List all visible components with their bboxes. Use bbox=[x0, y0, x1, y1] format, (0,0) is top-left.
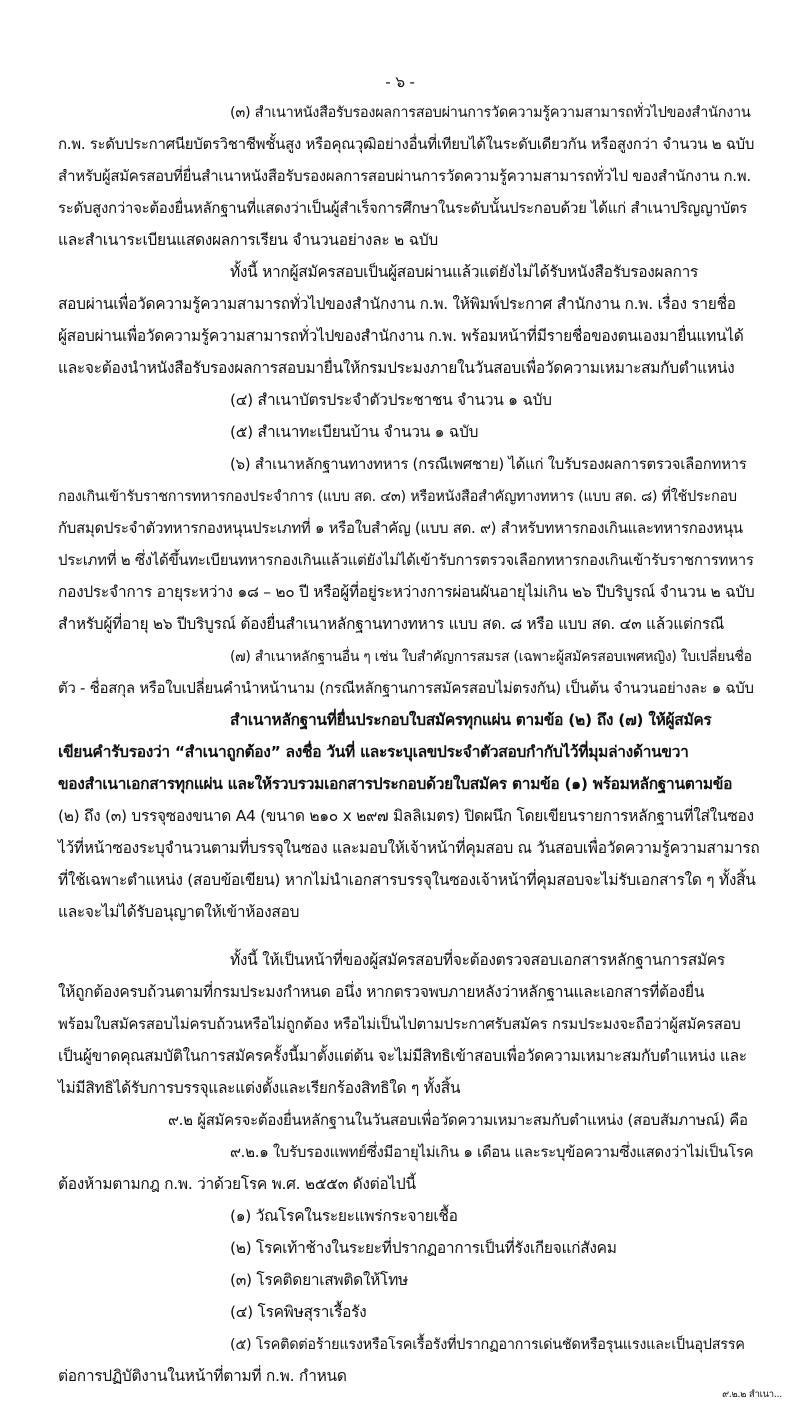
text-line: สำหรับผู้ที่อายุ ๒๖ ปีบริบูรณ์ ต้องยื่นสำเนาหลักฐานทางทหาร แบบ สด. ๘ หรือ แบบ สด. ๔๓ แล้วแต่กรณี bbox=[58, 615, 724, 633]
text-line: ไว้ที่หน้าซองระบุจำนวนตามที่บรรจุในซอง และมอบให้เจ้าหน้าที่คุมสอบ ณ วันสอบเพื่อวัดความรู้ความสามารถ bbox=[58, 839, 760, 857]
text-line: ของสำเนาเอกสารทุกแผ่น และให้รวบรวมเอกสารประกอบด้วยใบสมัคร ตามข้อ (๑) พร้อมหลักฐานตามข้อ bbox=[58, 775, 733, 793]
text-line: และจะไม่ได้รับอนุญาตให้เข้าห้องสอบ bbox=[58, 903, 300, 921]
text-line: (๒) ถึง (๓) บรรจุซองขนาด A4 (ขนาด ๒๑๐ x ๒๙๗ มิลลิเมตร) ปิดผนึก โดยเขียนรายการหลักฐานที่ใส่ในซอง bbox=[58, 807, 754, 825]
text-line: (๓) โรคติดยาเสพติดให้โทษ bbox=[230, 1271, 408, 1289]
text-line: และสำเนาระเบียนแสดงผลการเรียน จำนวนอย่างละ ๒ ฉบับ bbox=[58, 231, 438, 249]
text-line: กองเกินเข้ารับราชการทหารกองประจำการ (แบบ สด. ๔๓) หรือหนังสือสำคัญทางทหาร (แบบ สด. ๘) ที่ใช้ประกอบ bbox=[58, 489, 737, 505]
text-line: ตัว - ชื่อสกุล หรือใบเปลี่ยนคำนำหน้านาม (กรณีหลักฐานการสมัครสอบไม่ตรงกัน) เป็นต้น จำนวนอย่างละ ๑ ฉบับ bbox=[58, 679, 754, 697]
text-line: กับสมุดประจำตัวทหารกองหนุนประเภทที่ ๑ หรือใบสำคัญ (แบบ สด. ๙) สำหรับทหารกองเกินและทหารกองหนุน bbox=[58, 519, 743, 537]
text-line: (๒) โรคเท้าช้างในระยะที่ปรากฏอาการเป็นที่รังเกียจแก่สังคม bbox=[230, 1239, 617, 1257]
text-line: ให้ถูกต้องครบถ้วนตามที่กรมประมงกำหนด อนึ่ง หากตรวจพบภายหลังว่าหลักฐานและเอกสารที่ต้องยื่น bbox=[58, 983, 705, 1001]
text-line: และจะต้องนำหนังสือรับรองผลการสอบมายื่นให้กรมประมงภายในวันสอบเพื่อวัดความเหมาะสมกับตำแหน่ง bbox=[58, 359, 735, 377]
text-line: ทั้งนี้ หากผู้สมัครสอบเป็นผู้สอบผ่านแล้วแต่ยังไม่ได้รับหนังสือรับรองผลการ bbox=[230, 263, 699, 281]
text-line: (๓) สำเนาหนังสือรับรองผลการสอบผ่านการวัดความรู้ความสามารถทั่วไปของสำนักงาน bbox=[230, 105, 751, 121]
text-line: สำเนาหลักฐานที่ยื่นประกอบใบสมัครทุกแผ่น ตามข้อ (๒) ถึง (๗) ให้ผู้สมัคร bbox=[230, 711, 712, 729]
page-number: - ๖ - bbox=[385, 73, 415, 91]
text-line: ผู้สอบผ่านเพื่อวัดความรู้ความสามารถทั่วไปของสำนักงาน ก.พ. พร้อมหน้าที่มีรายชื่อของตนเองมายื่นแทนได้ bbox=[58, 327, 744, 345]
text-line: (๔) โรคพิษสุราเรื้อรัง bbox=[230, 1303, 367, 1321]
text-line: (๗) สำเนาหลักฐานอื่น ๆ เช่น ใบสำคัญการสมรส (เฉพาะผู้สมัครสอบเพศหญิง) ใบเปลี่ยนชื่อ bbox=[230, 649, 752, 665]
text-line: (๕) โรคติดต่อร้ายแรงหรือโรคเรื้อรังที่ปรากฏอาการเด่นชัดหรือรุนแรงและเป็นอุปสรรค bbox=[230, 1337, 745, 1353]
text-line: (๖) สำเนาหลักฐานทางทหาร (กรณีเพศชาย) ได้แก่ ใบรับรองผลการตรวจเลือกทหาร bbox=[230, 455, 747, 473]
text-line: สำหรับผู้สมัครสอบที่ยื่นสำเนาหนังสือรับรองผลการสอบผ่านการวัดความรู้ความสามารถทั่วไป ของสำนักงาน ก.พ. bbox=[58, 167, 751, 185]
section-heading: ๙.๒ ผู้สมัครจะต้องยื่นหลักฐานในวันสอบเพื่อวัดความเหมาะสมกับตำแหน่ง (สอบสัมภาษณ์) คือ bbox=[168, 1111, 748, 1129]
text-line: ระดับสูงกว่าจะต้องยื่นหลักฐานที่แสดงว่าเป็นผู้สำเร็จการศึกษาในระดับนั้นประกอบด้วย ได้แก่ สำเนาปริญญาบัตร bbox=[58, 199, 747, 217]
text-line: ๙.๒.๑ ใบรับรองแพทย์ซึ่งมีอายุไม่เกิน ๑ เดือน และระบุข้อความซึ่งแสดงว่าไม่เป็นโรค bbox=[230, 1143, 754, 1161]
text-line: ทั้งนี้ ให้เป็นหน้าที่ของผู้สมัครสอบที่จะต้องตรวจสอบเอกสารหลักฐานการสมัคร bbox=[230, 951, 725, 969]
text-line: เขียนคำรับรองว่า “สำเนาถูกต้อง” ลงชื่อ วันที่ และระบุเลขประจำตัวสอบกำกับไว้ที่มุมล่างด้านขวา bbox=[58, 743, 689, 761]
text-line: (๑) วัณโรคในระยะแพร่กระจายเชื้อ bbox=[230, 1207, 458, 1225]
text-line: พร้อมใบสมัครสอบไม่ครบถ้วนหรือไม่ถูกต้อง หรือไม่เป็นไปตามประกาศรับสมัคร กรมประมงจะถือว่าผู้สมัครสอบ bbox=[58, 1015, 741, 1033]
text-line: กองประจำการ อายุระหว่าง ๑๘ – ๒๐ ปี หรือผู้ที่อยู่ระหว่างการผ่อนผันอายุไม่เกิน ๒๖ ปีบริบูรณ์ จำนวน ๒ ฉบับ bbox=[58, 583, 755, 601]
text-line: ที่ใช้เฉพาะตำแหน่ง (สอบข้อเขียน) หากไม่นำเอกสารบรรจุในซองเจ้าหน้าที่คุมสอบจะไม่รับเอกสารใด ๆ ทั้งสิ้น bbox=[58, 871, 756, 889]
page-footer-continuation: ๙.๒.๒ สำเนา... bbox=[722, 1389, 782, 1400]
text-line: ต่อการปฏิบัติงานในหน้าที่ตามที่ ก.พ. กำหนด bbox=[58, 1367, 347, 1385]
text-line: (๕) สำเนาทะเบียนบ้าน จำนวน ๑ ฉบับ bbox=[230, 423, 479, 441]
text-line: (๔) สำเนาบัตรประจำตัวประชาชน จำนวน ๑ ฉบับ bbox=[230, 391, 552, 409]
text-line: เป็นผู้ขาดคุณสมบัติในการสมัครครั้งนี้มาตั้งแต่ต้น จะไม่มีสิทธิเข้าสอบเพื่อวัดความเหมาะสมกับตำแหน่ง และ bbox=[58, 1047, 747, 1065]
text-line: ต้องห้ามตามกฎ ก.พ. ว่าด้วยโรค พ.ศ. ๒๕๕๓ ดังต่อไปนี้ bbox=[58, 1175, 416, 1193]
text-line: ประเภทที่ ๒ ซึ่งได้ขึ้นทะเบียนทหารกองเกินแล้วแต่ยังไม่ได้เข้ารับการตรวจเลือกทหารกองเกินเข้ารับราชการทหาร bbox=[58, 551, 754, 569]
text-line: ก.พ. ระดับประกาศนียบัตรวิชาชีพชั้นสูง หรือคุณวุฒิอย่างอื่นที่เทียบได้ในระดับเดียวกัน หรือสูงกว่า จำนวน ๒ ฉบับ bbox=[58, 135, 755, 153]
text-line: สอบผ่านเพื่อวัดความรู้ความสามารถทั่วไปของสำนักงาน ก.พ. ให้พิมพ์ประกาศ สำนักงาน ก.พ. เรื่อง รายชื่อ bbox=[58, 295, 736, 313]
text-line: ไม่มีสิทธิได้รับการบรรจุและแต่งตั้งและเรียกร้องสิทธิใด ๆ ทั้งสิ้น bbox=[58, 1079, 461, 1097]
